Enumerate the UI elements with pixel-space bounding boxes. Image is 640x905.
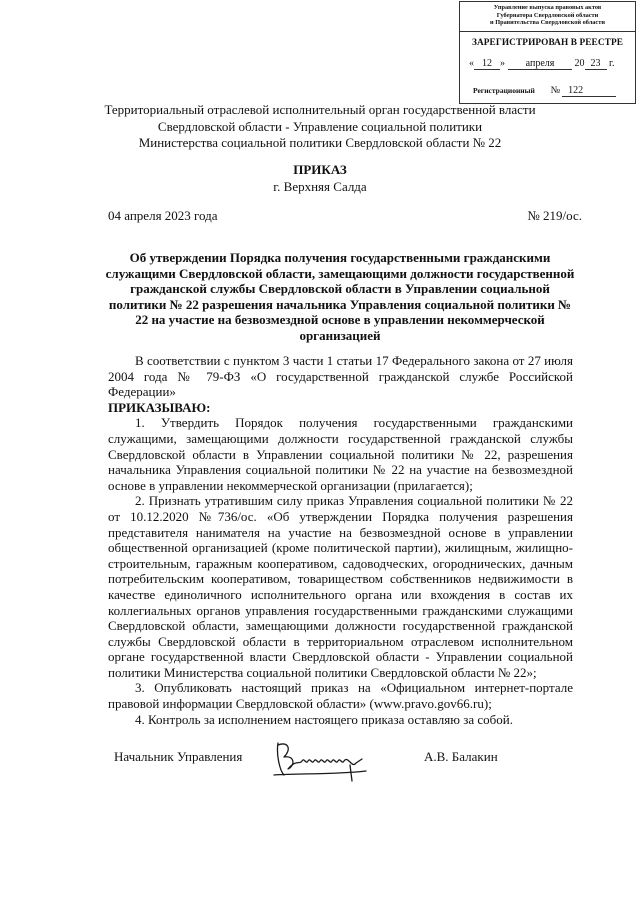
- stamp-authority-line: и Правительства Свердловской области: [490, 19, 605, 27]
- signatory-name: А.В. Балакин: [424, 749, 498, 764]
- stamp-authority-line: Управление выпуска правовых актов: [493, 4, 602, 11]
- document-number: № 219/ос.: [527, 208, 582, 223]
- stamp-year-prefix: 20: [574, 58, 585, 69]
- registration-stamp: [459, 1, 636, 104]
- header-line: Свердловской области - Управление социальной политики: [157, 118, 483, 134]
- stamp-date: [469, 58, 614, 70]
- stamp-registration: [473, 85, 616, 97]
- order-word: ПРИКАЗЫВАЮ:: [108, 399, 211, 415]
- order-item: 3. Опубликовать настоящий приказ на «Официальном интернет-портале правовой информации Свердловской области» (www.pravo.gov66.ru);: [108, 680, 573, 712]
- stamp-title: ЗАРЕГИСТРИРОВАН В РЕЕСТРЕ: [471, 38, 624, 48]
- stamp-month: апреля: [508, 59, 572, 70]
- order-item: 1. Утвердить Порядок получения государственными гражданскими служащими, замещающими должности государственной гражданской службы Свердловской области в Управлении социальной политики № 22, разрешения начальника Управления социальной политики № 22 на участие на безвозмездной основе в управлении некоммерческой организации (прилагается);: [108, 415, 573, 493]
- stamp-open-quote: «: [469, 58, 474, 69]
- document-date: 04 апреля 2023 года: [108, 208, 218, 223]
- document-title: ПРИКАЗ: [293, 162, 347, 177]
- document-city: г. Верхняя Салда: [273, 179, 367, 194]
- header-line: Министерства социальной политики Свердловской области № 22: [138, 135, 502, 150]
- stamp-reg-label: Регистрационный: [473, 86, 535, 95]
- document-body: [108, 353, 573, 727]
- stamp-year-suffix: 23: [585, 59, 607, 70]
- signatory-position: Начальник Управления: [114, 749, 243, 764]
- document-subject: Об утверждении Порядка получения государственными гражданскими служащими Свердловской области, замещающими должности государственной гражданской службы Свердловской области в Управлении социальной политики № 22 разрешения начальника Управления социальной политики № 22 на участие на безвозмездной основе в управлении некоммерческой организацией: [105, 250, 575, 343]
- stamp-close-quote: »: [500, 58, 505, 69]
- stamp-authority-line: Губернатора Свердловской области: [496, 11, 599, 19]
- stamp-authority: [460, 2, 635, 32]
- preamble-paragraph: В соответствии с пунктом 3 части 1 статьи 17 Федерального закона от 27 июля 2004 года № 79-ФЗ «О государственной гражданской службе Российской Федерации»: [108, 353, 573, 400]
- header-line: Территориальный отраслевой исполнительный орган государственной власти: [104, 102, 536, 117]
- handwritten-signature: [270, 735, 380, 783]
- stamp-year-unit: г.: [609, 58, 615, 69]
- stamp-day: 12: [474, 59, 500, 70]
- stamp-no-label: №: [550, 85, 561, 96]
- organization-header: [0, 102, 640, 152]
- stamp-reg-number: 122: [562, 86, 616, 97]
- order-item: 4. Контроль за исполнением настоящего приказа оставляю за собой.: [135, 711, 513, 727]
- order-item: 2. Признать утратившим силу приказ Управления социальной политики № 22 от 10.12.2020 №736/ос. «Об утверждении Порядка получения разрешения представителя нанимателя на участие на безвозмездной основе в управлении общественной организацией (кроме политической партии), жилищным, жилищно-строительным, гаражным кооперативом, садоводческих, огороднических, дачным потребительским кооперативом, товариществом собственников недвижимости в качестве единоличного исполнительного органа или вхождения в состав их коллегиальных органов управления государственными гражданскими служащими Свердловской области, замещающими должности государственной гражданской службы Свердловской области в территориальном отраслевом исполнительном органе государственной власти Свердловской области - Управлении социальной политики Министерства социальной политики Свердловской области № 22»;: [108, 493, 573, 680]
